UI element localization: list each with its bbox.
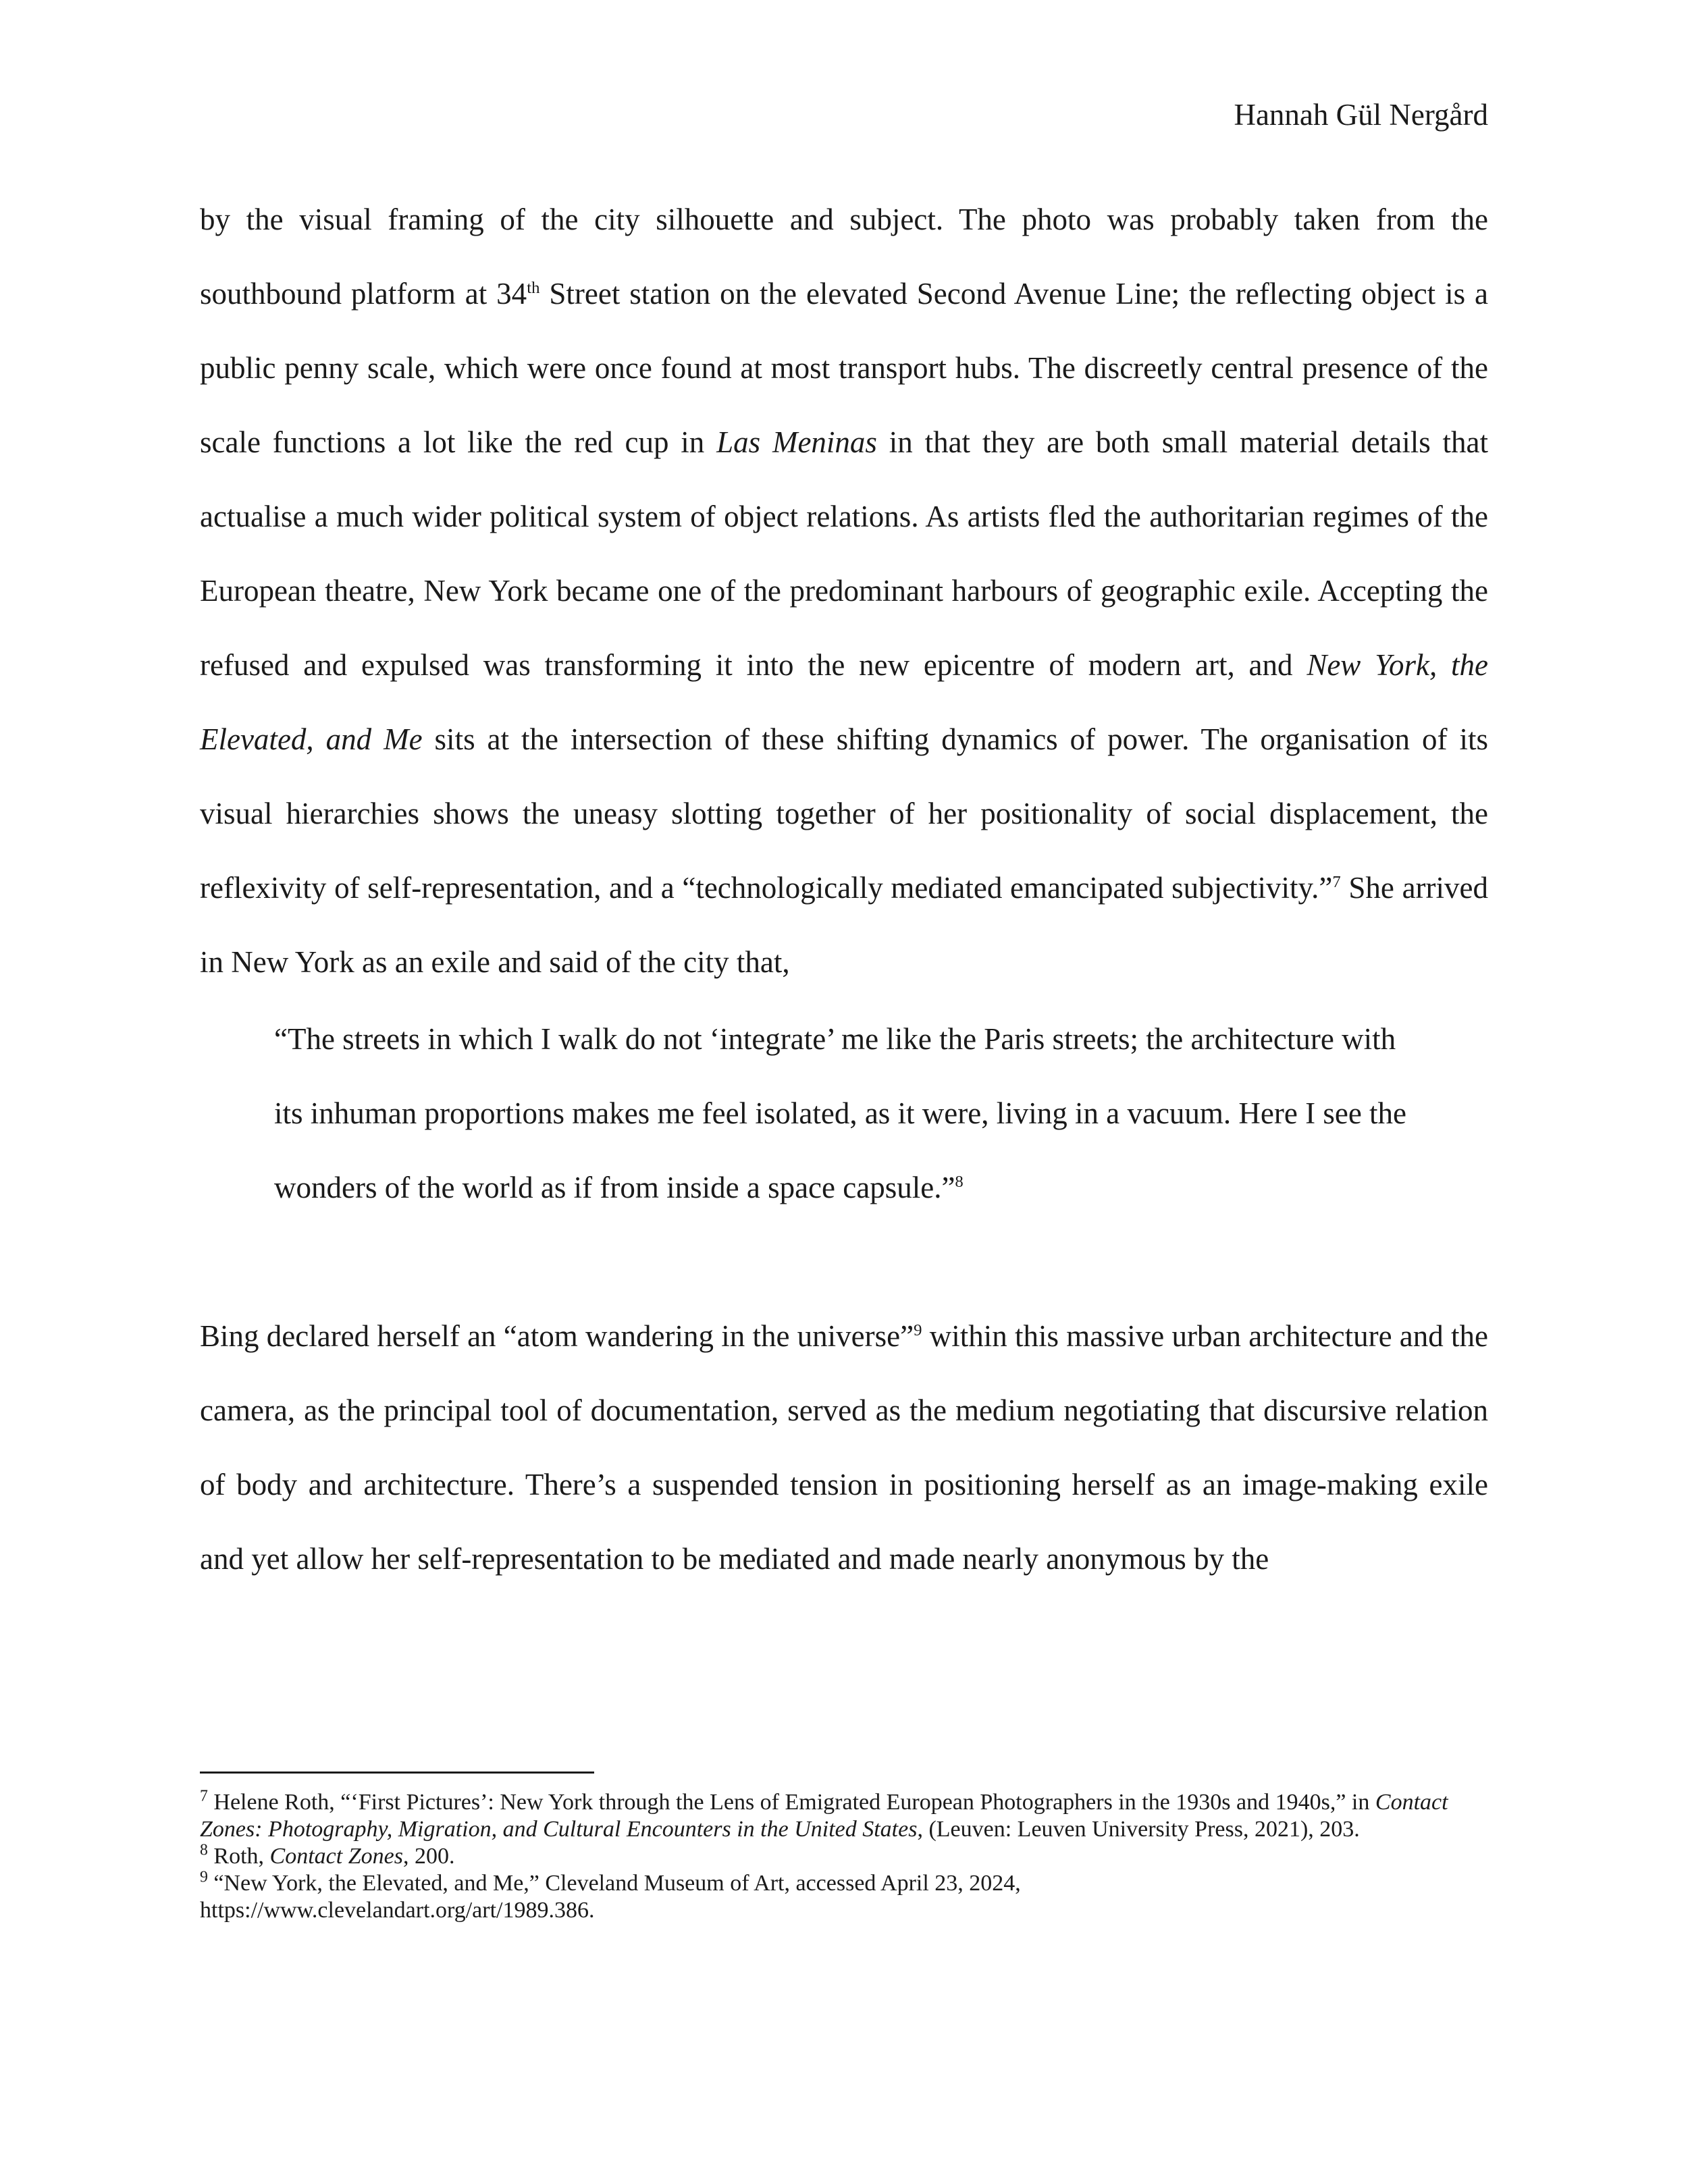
p2-text-2: within this massive urban architecture and the camera, as the principal tool of documentation, served as the medium negotiating that discursive relation of body and architecture. There’s a suspended tension in positioning herself as an image-making exile and yet allow her self-representation to be mediated and made nearly anonymous by the <box>200 1319 1488 1576</box>
footnotes <box>200 1789 1496 1924</box>
footnote-8 <box>200 1843 1496 1870</box>
p1-text-2: Street station on the elevated Second Avenue Line; the reflecting object is a public penny scale, which were once found at most transport hubs. The discreetly central presence of the scale functions a lot like the red cup in <box>200 277 1488 459</box>
footnote-ref-8[interactable]: 8 <box>955 1173 964 1191</box>
ordinal-superscript: th <box>527 279 540 297</box>
running-header-author: Hannah Gül Nergård <box>1234 98 1488 132</box>
footnote-text: “New York, the Elevated, and Me,” Cleveland Museum of Art, accessed April 23, 2024, <box>207 1871 1021 1896</box>
footnote-ref-7[interactable]: 7 <box>1332 873 1341 891</box>
p1-text-3: in that they are both small material details that actualise a much wider political system of object relations. As artists fled the authoritarian regimes of the European theatre, New York became one of the predominant harbours of geographic exile. Accepting the refused and expulsed was transforming it into the new epicentre of modern art, and <box>200 425 1488 682</box>
footnote-number: 7 <box>200 1787 208 1805</box>
footnote-text: , 200. <box>402 1844 455 1869</box>
footnote-book-title: Contact Zones <box>269 1844 403 1869</box>
footnote-separator <box>200 1772 594 1774</box>
p1-text-1: by the visual framing of the city silhouette and subject. The photo was probably taken from the southbound platform at 34 <box>200 203 1488 311</box>
footnote-text: , (Leuven: Leuven University Press, 2021), 203. <box>917 1817 1360 1842</box>
footnote-text: Roth, <box>207 1844 270 1869</box>
footnote-9 <box>200 1870 1496 1924</box>
footnote-number: 8 <box>200 1841 208 1859</box>
footnote-url-link[interactable]: https://www.clevelandart.org/art/1989.386. <box>200 1898 595 1923</box>
footnote-text: Helene Roth, “‘First Pictures’: New York through the Lens of Emigrated European Photographers in the 1930s and 1940s,” in <box>207 1790 1375 1815</box>
footnote-ref-9[interactable]: 9 <box>914 1321 922 1339</box>
title-las-meninas: Las Meninas <box>716 425 877 459</box>
footnote-7 <box>200 1789 1496 1843</box>
title-new-york-elevated-me: New York, the Elevated, and Me <box>200 648 1488 756</box>
block-quote <box>274 1002 1415 1225</box>
p1-text-4: sits at the intersection of these shifting dynamics of power. The organisation of its visual hierarchies shows the uneasy slotting together of her positionality of social displacement, the reflexivity of self-representation, and a “technologically mediated emancipated subjectivity.” <box>200 722 1489 905</box>
body-paragraph-2 <box>200 1299 1488 1596</box>
quote-text: “The streets in which I walk do not ‘integrate’ me like the Paris streets; the architecture with its inhuman proportions makes me feel isolated, as it were, living in a vacuum. Here I see the wonders of the world as if from inside a space capsule.” <box>274 1022 1407 1204</box>
footnote-book-title: Contact Zones: Photography, Migration, and Cultural Encounters in the United States <box>200 1790 1448 1842</box>
footnote-number: 9 <box>200 1868 208 1886</box>
p2-text-1: Bing declared herself an “atom wandering in the universe” <box>200 1319 914 1353</box>
body-paragraph-1 <box>200 182 1488 999</box>
p1-text-5: She arrived in New York as an exile and said of the city that, <box>200 871 1488 979</box>
